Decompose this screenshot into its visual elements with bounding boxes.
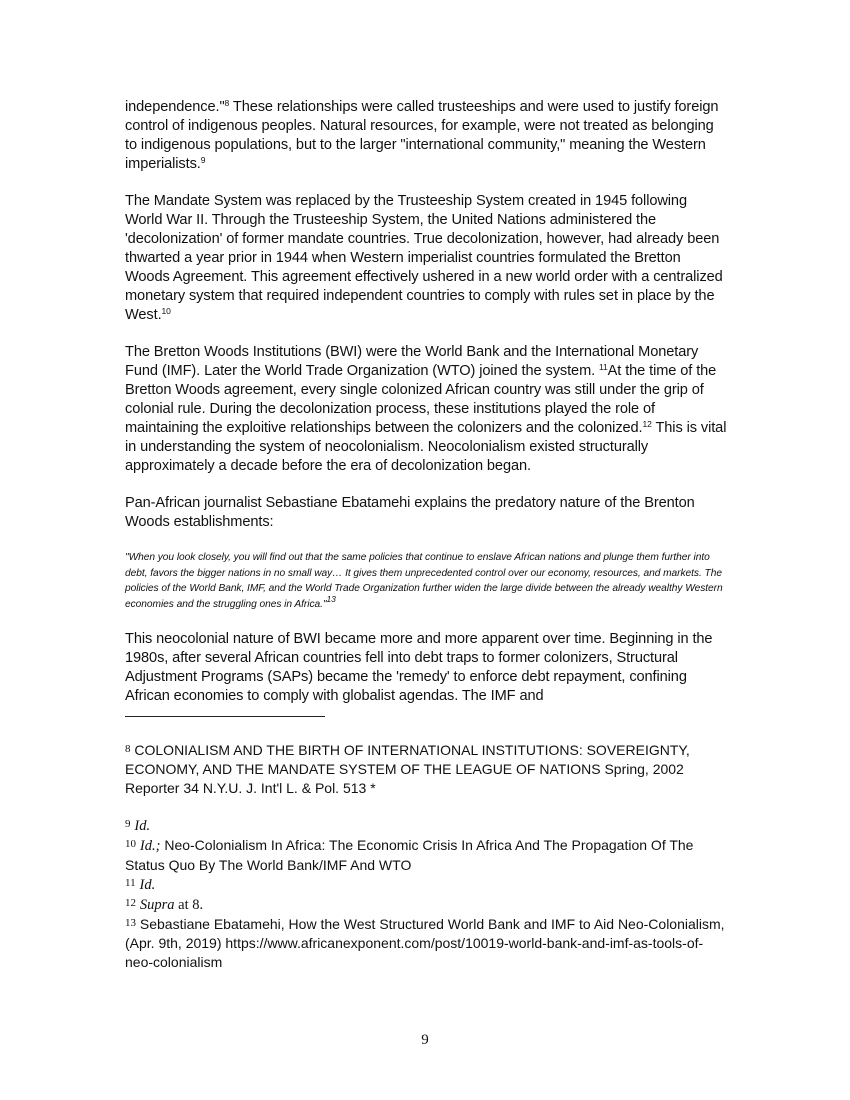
footnote-ref-12[interactable]: 12 bbox=[642, 419, 652, 429]
page-body bbox=[125, 98, 727, 972]
paragraph-bretton-woods: The Bretton Woods Institutions (BWI) were the World Bank and the International Monetary Fund (IMF). Later the World Trade Organization (WTO) joined the system. $^{11}$At the time of the Bretton Woods agreement, every single colonized African country was still under the grip of colonial rule. During the decolonization process, these institutions played the role of maintaining the exploitive relationships between the colonizers and the colonized.$^{12}$ This is vital in understanding the system of neocolonialism. Neocolonialism existed structurally approximately a decade before the era of decolonization began. bbox=[125, 344, 727, 474]
paragraph-trusteeships: independence."$^8$ These relationships were called trusteeships and were used to justify foreign control of indigenous peoples. Natural resources, for example, were not treated as belonging to indigenous populations, but to the larger "international community," meaning the Western imperialists.$^9$ bbox=[125, 98, 719, 172]
footnote-11: $^{11}$ Id. bbox=[125, 877, 156, 894]
footnote-ref-13[interactable]: 13 bbox=[326, 593, 336, 604]
footnote-13: $^{13}$ Sebastiane Ebatamehi, How the West Structured World Bank and IMF to Aid Neo-Colonialism, (Apr. 9th, 2019) https://www.africanexponent.com/post/10019-world-bank-and-imf-as-tools-of-neo-colonialism bbox=[125, 916, 725, 971]
footnote-ref-8[interactable]: 8 bbox=[224, 98, 230, 108]
footnote-ref-10[interactable]: 10 bbox=[161, 306, 171, 316]
paragraph-ebatamehi-intro: Pan-African journalist Sebastiane Ebatamehi explains the predatory nature of the Brenton Woods establishments: bbox=[125, 495, 695, 530]
paragraph-mandate-system: The Mandate System was replaced by the Trusteeship System created in 1945 following World War II. Through the Trusteeship System, the United Nations administered the 'decolonization' of former mandate countries. True decolonization, however, had already been thwarted a year prior in 1944 when Western imperialist countries formulated the Bretton Woods Agreement. This agreement effectively ushered in a new world order with a centralized monetary system that required independent countries to comply with rules set in place by the West.$^{10}$ bbox=[125, 193, 723, 323]
footnote-9: $^9$ Id. bbox=[125, 818, 151, 835]
footnote-separator bbox=[125, 716, 325, 717]
footnote-10: $^{10}$ Id.; Neo-Colonialism In Africa: The Economic Crisis In Africa And The Propagation Of The Status Quo By The World Bank/IMF And WTO bbox=[125, 837, 694, 874]
block-quote: "When you look closely, you will find out that the same policies that continue to enslave African nations and plunge them further into debt, favors the bigger nations in no small way… It gives them unprecedented control over our economy, resources, and markets. The policies of the World Bank, IMF, and the World Trade Organization further widen the large divide between the already wealthy Western economies and the struggling ones in Africa."$^{13}$ bbox=[125, 552, 723, 610]
footnote-8: $^8$ COLONIALISM AND THE BIRTH OF INTERNATIONAL INSTITUTIONS: SOVEREIGNTY, ECONOMY, AND THE MANDATE SYSTEM OF THE LEAGUE OF NATIONS Spring, 2002 Reporter 34 N.Y.U. J. Int'l L. & Pol. 513 * bbox=[125, 742, 690, 797]
footnote-ref-11[interactable]: 11 bbox=[599, 362, 608, 372]
footnote-13-link[interactable]: Sebastiane Ebatamehi, How the West Structured World Bank and IMF to Aid Neo-Colonialism, (Apr. 9th, 2019) https://www.africanexponent.com/post/10019-world-bank-and-imf-as-tools-of-neo-colonialism bbox=[125, 916, 725, 971]
paragraph-neocolonial-bwi: This neocolonial nature of BWI became more and more apparent over time. Beginning in the 1980s, after several African countries fell into debt traps to former colonizers, Structural Adjustment Programs (SAPs) became the 'remedy' to enforce debt repayment, confining African economies to comply with globalist agendas. The IMF and bbox=[125, 631, 713, 705]
footnote-12: $^{12}$ Supra at 8. bbox=[125, 897, 204, 914]
page-number: 9 bbox=[421, 1032, 429, 1048]
footnote-ref-9[interactable]: 9 bbox=[200, 155, 206, 165]
